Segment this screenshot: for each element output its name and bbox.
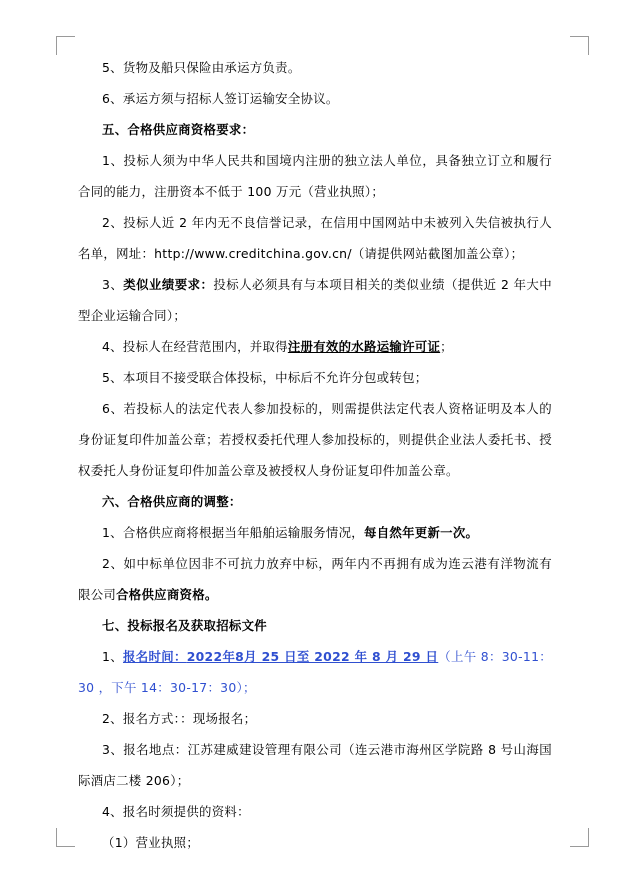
paragraph-item-similar-performance: [78, 269, 552, 331]
paragraph-item: 6、若投标人的法定代表人参加投标的，则需提供法定代表人资格证明及本人的身份证复印件加盖公章；若授权委托代理人参加投标的，则提供企业法人委托书、授权委托人身份证复印件加盖公章及被授权人身份证复印件加盖公章。: [78, 401, 552, 478]
item-text: 合格供应商将根据当年船舶运输服务情况，: [122, 525, 364, 540]
crop-mark-top-left: [56, 36, 75, 55]
registration-time-value: 2022年8月 25 日至 2022 年 8 月 29 日: [186, 649, 439, 664]
crop-mark-bottom-right: [570, 828, 589, 847]
item-text: 投标人必须具有与本项目相关的类似业绩（提供近 2 年大中型企业运输合同）；: [78, 277, 552, 323]
paragraph-item: 3、报名地点：江苏建威建设管理有限公司（连云港市海州区学院路 8 号山海国际酒店二楼 206）；: [78, 742, 552, 788]
item-emphasis-tail: 每自然年更新一次。: [364, 525, 479, 540]
paragraph-item: 2、投标人近 2 年内无不良信誉记录，在信用中国网站中未被列入失信被执行人名单，网址：http://www.creditchina.gov.cn/（请提供网站截图加盖公章）；: [78, 215, 552, 261]
document-body: [78, 52, 552, 858]
paragraph-item: 4、报名时须提供的资料：: [102, 804, 250, 819]
crop-mark-top-right: [570, 36, 589, 55]
crop-mark-bottom-left: [56, 828, 75, 847]
item-suffix: ；: [440, 339, 453, 354]
registration-time-label: 报名时间：: [122, 649, 187, 664]
item-prefix: 1、: [102, 649, 123, 664]
paragraph-item: 1、投标人须为中华人民共和国境内注册的独立法人单位，具备独立订立和履行合同的能力，注册资本不低于 100 万元（营业执照）；: [78, 153, 552, 199]
item-text: 2、如中标单位因非不可抗力放弃中标，两年内不再拥有成为连云港有洋物流有限公司: [78, 556, 552, 602]
item-emphasis: 类似业绩要求：: [123, 277, 214, 292]
section-heading-6: 六、合格供应商的调整：: [102, 494, 242, 509]
section-heading-5: 五、合格供应商资格要求：: [102, 122, 255, 137]
item-underline-text: 注册有效的水路运输许可证: [287, 339, 441, 354]
paragraph-item-license: [78, 331, 552, 362]
paragraph-item: 6、承运方须与招标人签订运输安全协议。: [102, 91, 339, 106]
paragraph-item: （1）营业执照；: [102, 835, 200, 850]
item-prefix: 3、: [102, 277, 124, 292]
item-tail: 合格供应商资格。: [116, 587, 218, 602]
paragraph-item-forfeit: [78, 548, 552, 610]
paragraph-item: 2、报名方式：：现场报名；: [102, 711, 257, 726]
item-prefix: 4、投标人在经营范围内，并取得: [102, 339, 288, 354]
paragraph-item-registration-time: [78, 641, 552, 703]
item-prefix: 1、: [102, 525, 123, 540]
section-heading-7: 七、投标报名及获取招标文件: [102, 618, 267, 633]
paragraph-item: 5、本项目不接受联合体投标，中标后不允许分包或转包；: [102, 370, 428, 385]
paragraph-item-annual-update: [78, 517, 552, 548]
registration-time-detail: （上午 8：30-11：30 ，下午 14：30-17：30）；: [78, 649, 552, 695]
paragraph-item: 5、货物及船只保险由承运方负责。: [102, 60, 301, 75]
